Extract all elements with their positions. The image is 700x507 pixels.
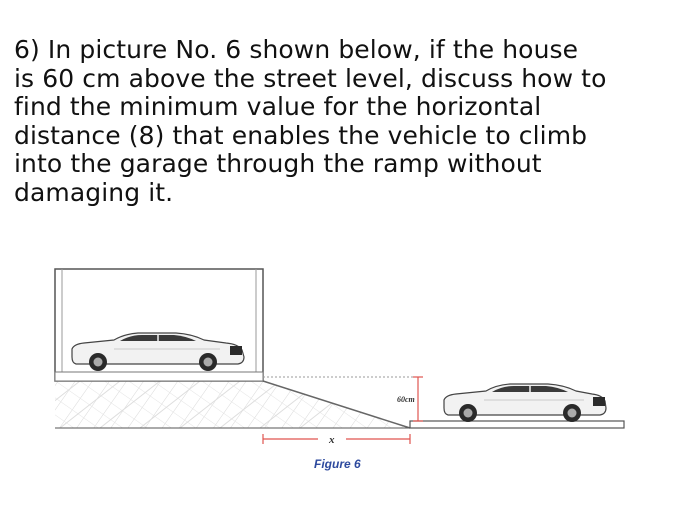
question-line: damaging it. — [14, 177, 174, 207]
figure-caption: Figure 6 — [314, 457, 361, 471]
car-on-street — [444, 384, 606, 422]
distance-label: x — [329, 434, 335, 446]
street-surface — [410, 421, 624, 428]
question-line: into the garage through the ramp without — [14, 149, 542, 178]
question-line: find the minimum value for the horizontal — [14, 92, 542, 121]
question-line: 6) In picture No. 6 shown below, if the house — [14, 35, 579, 64]
question-line: is 60 cm above the street level, discuss how to — [14, 63, 607, 93]
height-label: 60cm — [397, 395, 415, 404]
garage-floor — [55, 372, 263, 381]
question-line: distance (8) that enables the vehicle to climb — [14, 120, 588, 150]
